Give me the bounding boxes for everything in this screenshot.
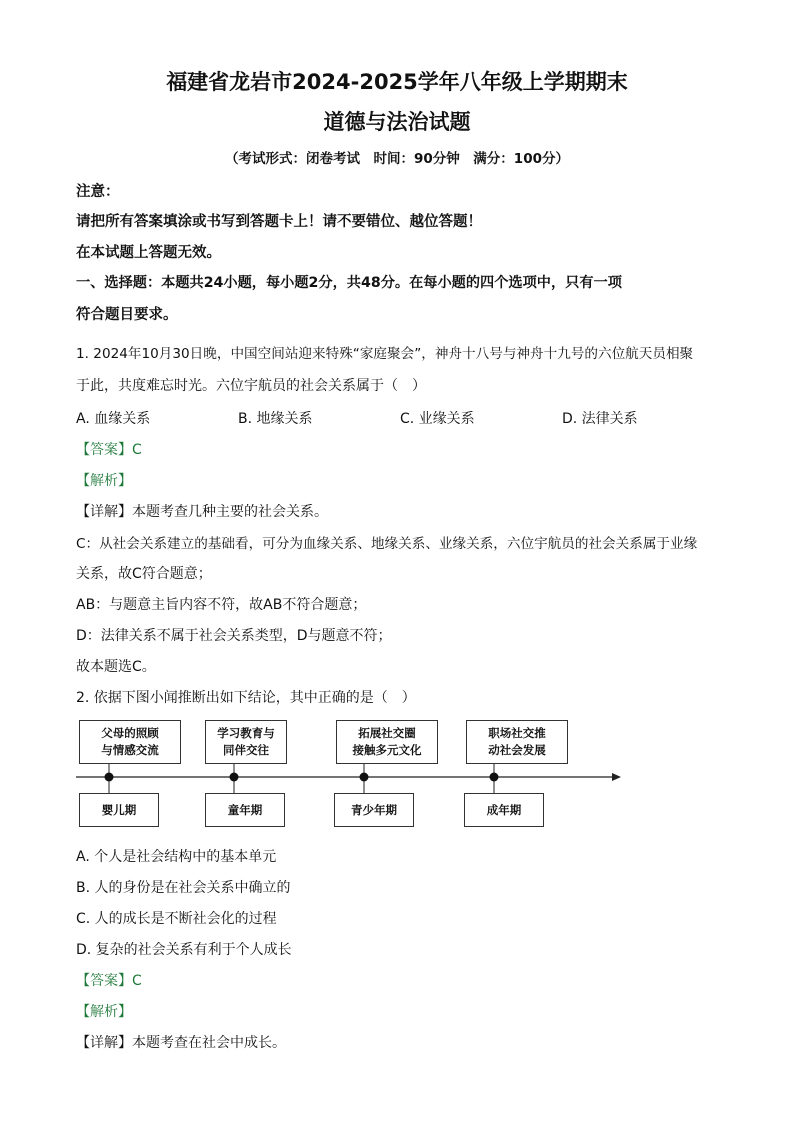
- q2-detail: 【详解】本题考查在社会中成长。: [76, 1035, 286, 1051]
- stage-activity-box-3: [336, 720, 438, 764]
- stage-activity-4: 职场社交推 动社会发展: [488, 726, 546, 757]
- stage-box-adulthood: [464, 793, 544, 827]
- q1-detail: 【详解】本题考查几种主要的社会关系。: [76, 504, 328, 520]
- timeline-dot-3: [360, 773, 369, 782]
- stage-label-adolescence: 青少年期: [351, 802, 397, 817]
- stage-label-infant: 婴儿期: [101, 802, 137, 817]
- exam-title: 福建省龙岩市2024-2025学年八年级上学期期末: [166, 70, 628, 94]
- section-heading-line-2: 符合题目要求。: [76, 307, 178, 323]
- q2-option-d: D. 复杂的社会关系有利于个人成长: [76, 942, 292, 958]
- stage-label-adulthood: 成年期: [486, 802, 522, 817]
- section-heading-line-1: 一、选择题：本题共24小题，每小题2分，共48分。在每小题的四个选项中，只有一项: [76, 275, 622, 291]
- q2-option-a: A. 个人是社会结构中的基本单元: [76, 849, 277, 865]
- q2-analysis-label: 【解析】: [76, 1004, 132, 1020]
- q1-option-c: C. 业缘关系: [400, 411, 475, 427]
- q1-analysis-label: 【解析】: [76, 473, 132, 489]
- q1-option-a: A. 血缘关系: [76, 411, 151, 427]
- stage-box-infant: [79, 793, 159, 827]
- q1-stem-line-2: 于此，共度难忘时光。六位宇航员的社会关系属于（ ）: [76, 378, 426, 394]
- timeline-dot-2: [230, 773, 239, 782]
- subject-title: 道德与法治试题: [323, 110, 471, 134]
- q1-explanation-d: D：法律关系不属于社会关系类型，D与题意不符；: [76, 628, 392, 644]
- q1-option-d: D. 法律关系: [562, 411, 638, 427]
- stage-activity-3: 拓展社交圈 接触多元文化: [352, 726, 422, 757]
- q1-answer: 【答案】C: [76, 442, 142, 458]
- exam-info: （考试形式：闭卷考试 时间：90分钟 满分：100分）: [225, 151, 569, 167]
- timeline-dot-4: [490, 773, 499, 782]
- stage-activity-box-4: [466, 720, 568, 764]
- q1-stem-line-1: 1. 2024年10月30日晚，中国空间站迎来特殊“家庭聚会”，神舟十八号与神舟十九号的六位航天员相聚: [76, 346, 694, 362]
- timeline-arrowhead: [612, 773, 621, 781]
- q1-option-b: B. 地缘关系: [238, 411, 313, 427]
- q1-explanation-ab: AB：与题意主旨内容不符，故AB不符合题意；: [76, 597, 367, 613]
- q2-stem: 2. 依据下图小闻推断出如下结论，其中正确的是（ ）: [76, 690, 416, 706]
- q2-option-c: C. 人的成长是不断社会化的过程: [76, 911, 277, 927]
- stage-activity-box-2: [205, 720, 287, 764]
- timeline-dot-1: [105, 773, 114, 782]
- q2-answer: 【答案】C: [76, 973, 142, 989]
- q2-option-b: B. 人的身份是在社会关系中确立的: [76, 880, 291, 896]
- notice-label: 注意：: [76, 184, 120, 200]
- stage-activity-1: 父母的照顾 与情感交流: [101, 726, 159, 757]
- stage-box-adolescence: [334, 793, 414, 827]
- q1-explanation-c-line-1: C：从社会关系建立的基础看，可分为血缘关系、地缘关系、业缘关系，六位宇航员的社会关系属于业缘: [76, 536, 698, 552]
- stage-box-childhood: [205, 793, 285, 827]
- q1-conclusion: 故本题选C。: [76, 659, 156, 675]
- stage-activity-box-1: [79, 720, 181, 764]
- q1-explanation-c-line-2: 关系，故C符合题意；: [76, 566, 212, 582]
- notice-line-2: 在本试题上答题无效。: [76, 245, 221, 261]
- notice-line-1: 请把所有答案填涂或书写到答题卡上！请不要错位、越位答题！: [76, 214, 482, 230]
- growth-stage-diagram: [76, 716, 626, 832]
- stage-activity-2: 学习教育与 同伴交往: [217, 726, 275, 757]
- stage-label-childhood: 童年期: [227, 802, 263, 817]
